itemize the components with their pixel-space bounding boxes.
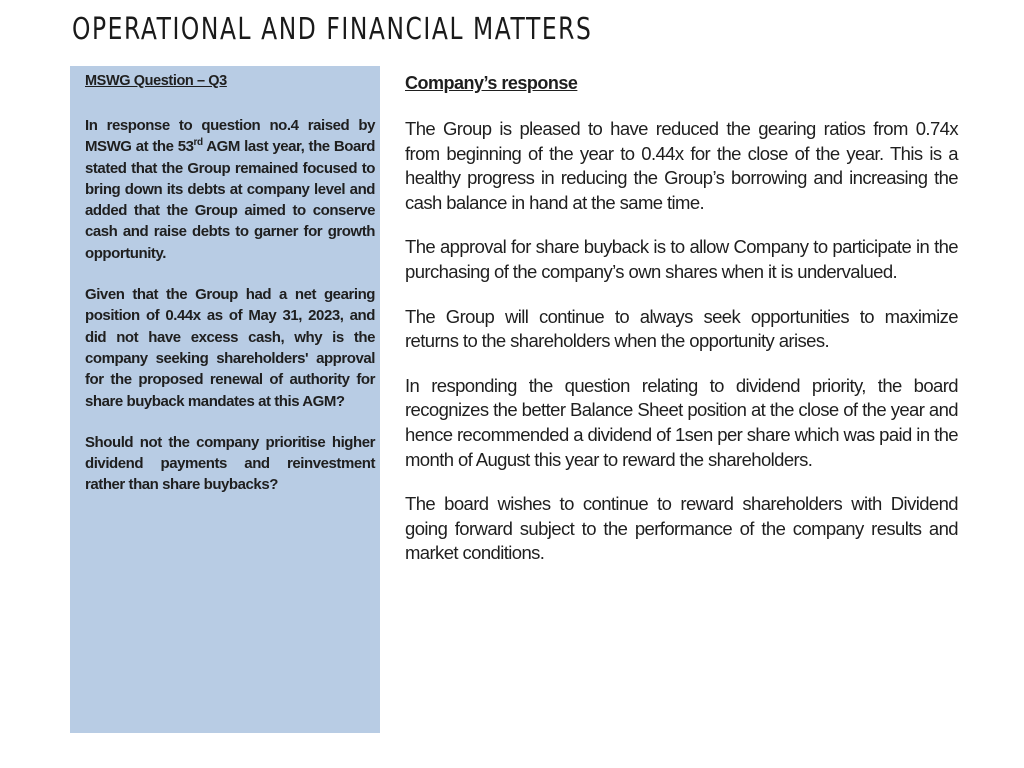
response-paragraph-5: The board wishes to continue to reward shareholders with Dividend going forward subject to the performance of the company results and market conditions. [405, 493, 958, 564]
question-paragraph-1-start: In response to question no.4 raised by MSWG at the 53 [85, 117, 375, 156]
question-paragraph-1 [85, 115, 375, 264]
response-paragraph-2: The approval for share buyback is to allow Company to participate in the purchasing of the company’s own shares when it is undervalued. [405, 236, 958, 282]
response-paragraph-4: In responding the question relating to dividend priority, the board recognizes the better Balance Sheet position at the close of the year and hence recommended a dividend of 1sen per share which was paid in the month of August this year to reward the shareholders. [405, 374, 958, 470]
slide-title: OPERATIONAL AND FINANCIAL MATTERS [72, 12, 593, 47]
mswg-question-panel [70, 66, 380, 733]
ordinal-suffix: rd [193, 137, 203, 149]
question-paragraph-1-end: AGM last year, the Board stated that the Group remained focused to bring down its debts at company level and added that the Group aimed to conserve cash and raise debts to garner for growth opportunity. [85, 138, 375, 262]
question-paragraph-3: Should not the company prioritise higher dividend payments and reinvestment rather than share buybacks? [85, 433, 375, 494]
response-paragraph-1: The Group is pleased to have reduced the gearing ratios from 0.74x from beginning of the year to 0.44x for the close of the year. This is a healthy progress in reducing the Group’s borrowing and increasing the cash balance in hand at the same time. [405, 118, 958, 213]
response-paragraph-3: The Group will continue to always seek opportunities to maximize returns to the shareholders when the opportunity arises. [405, 305, 958, 352]
response-heading: Company’s response [405, 73, 578, 93]
company-response-panel [405, 70, 958, 586]
question-heading: MSWG Question – Q3 [85, 73, 227, 89]
question-paragraph-2: Given that the Group had a net gearing position of 0.44x as of May 31, 2023, and did not have excess cash, why is the company seeking shareholders' approval for the proposed renewal of authority for share buyback mandates at this AGM? [85, 286, 375, 410]
